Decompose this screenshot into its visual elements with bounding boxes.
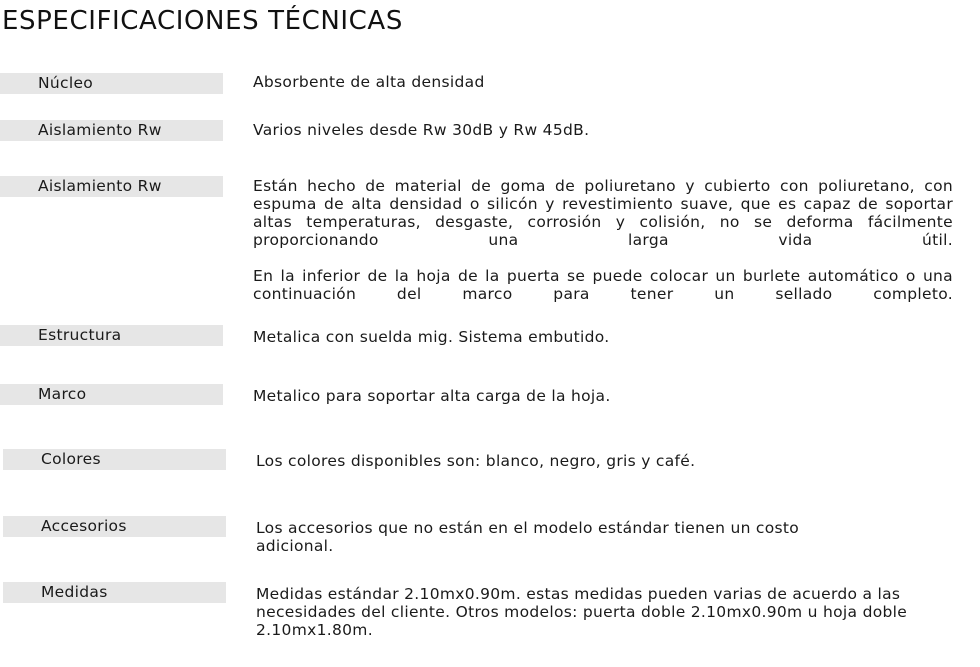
spec-value-aislamiento-rw-detalle xyxy=(253,177,953,303)
spec-label-nucleo: Núcleo xyxy=(0,73,223,94)
spec-value-accesorios: Los accesorios que no están en el modelo estándar tienen un costo adicional. xyxy=(256,519,800,555)
spec-value-medidas: Medidas estándar 2.10mx0.90m. estas medidas pueden varias de acuerdo a las necesidades del cliente. Otros modelos: puerta doble 2.10mx0.90m u hoja doble 2.10mx1.80m. xyxy=(256,585,908,639)
spec-value-estructura: Metalica con suelda mig. Sistema embutido. xyxy=(253,328,610,346)
spec-value-nucleo: Absorbente de alta densidad xyxy=(253,73,485,91)
spec-label-medidas: Medidas xyxy=(3,582,226,603)
spec-value-colores: Los colores disponibles son: blanco, negro, gris y café. xyxy=(256,452,696,470)
spec-label-aislamiento-rw-detalle: Aislamiento Rw xyxy=(0,176,223,197)
spec-value-marco: Metalico para soportar alta carga de la hoja. xyxy=(253,387,611,405)
spec-label-estructura: Estructura xyxy=(0,325,223,346)
spec-label-accesorios: Accesorios xyxy=(3,516,226,537)
spec-paragraph-material: Están hecho de material de goma de poliuretano y cubierto con poliuretano, con espuma de alta densidad o silicón y revestimiento suave, que es capaz de soportar altas temperaturas, desgaste, corrosión y colisión, no se deforma fácilmente proporcionando una larga vida útil. xyxy=(253,177,953,249)
page-title: ESPECIFICACIONES TÉCNICAS xyxy=(2,6,403,36)
spec-label-marco: Marco xyxy=(0,384,223,405)
spec-label-aislamiento-rw: Aislamiento Rw xyxy=(0,120,223,141)
spec-label-colores: Colores xyxy=(3,449,226,470)
spec-value-aislamiento-rw: Varios niveles desde Rw 30dB y Rw 45dB. xyxy=(253,121,590,139)
spec-paragraph-burlete: En la inferior de la hoja de la puerta se puede colocar un burlete automático o una continuación del marco para tener un sellado completo. xyxy=(253,267,953,303)
